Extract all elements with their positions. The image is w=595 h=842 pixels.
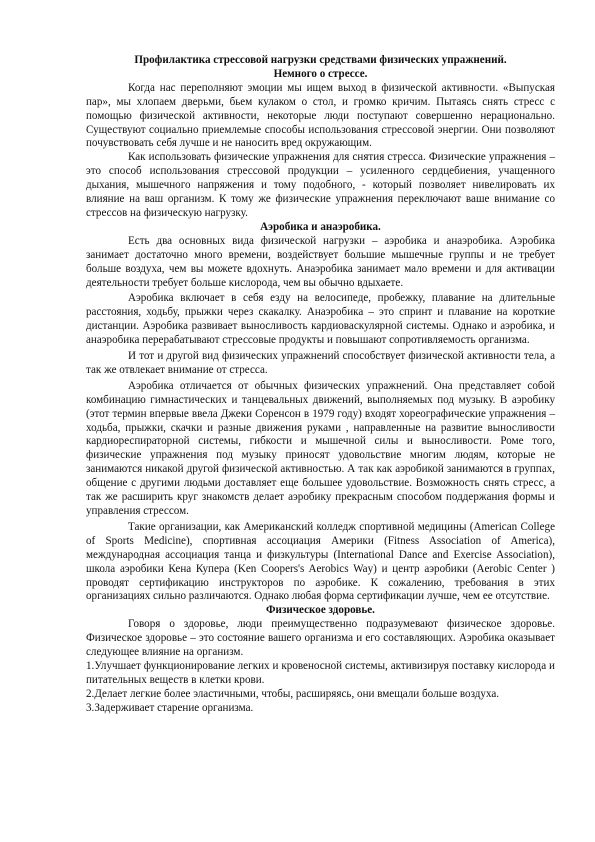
list-item: 3.Задерживает старение организма. bbox=[86, 701, 254, 714]
paragraph: Когда нас переполняют эмоции мы ищем выход в физической активности. «Выпуская пар», мы хлопаем дверьми, бьем кулаком о стол, и громко кричим. Пытаясь снять стресс с помощью физической активности, некоторые люди поступают совершенно нерационально. Существуют социально приемлемые способы использования стрессовой энергии. Они позволяют почувствовать себя лучше и не наносить вред окружающим. bbox=[86, 81, 555, 150]
paragraph: И тот и другой вид физических упражнений способствует физической активности тела, а так же отвлекает внимание от стресса. bbox=[86, 350, 555, 376]
section-heading-stress: Немного о стрессе. bbox=[273, 67, 368, 80]
paragraph: Как использовать физические упражнения для снятия стресса. Физические упражнения – это способ использования стрессовой продукции – усиленного сердцебиения, учащенного дыхания, мышечного напряжения и тому подобного, - который позволяет нивелировать их влияние на ваш организм. К тому же физические упражнения переключают ваше внимание со стрессов на физическую нагрузку. bbox=[86, 151, 555, 219]
document-title: Профилактика стрессовой нагрузки средствами физических упражнений. bbox=[134, 54, 507, 66]
section-heading-aerobics: Аэробика и анаэробика. bbox=[260, 220, 381, 233]
paragraph: Аэробика включает в себя езду на велосипеде, пробежку, плавание на длительные расстояния, ходьбу, прыжки через скакалку. Анаэробика – это спринт и плавание на короткие дистанции. Аэробика развивает выносливость кардиоваскулярной системы. Однако и аэробика, и анаэробика перерабатывают стрессовые продукты и повышают сопротивляемость организма. bbox=[86, 292, 555, 347]
paragraph: Говоря о здоровье, люди преимущественно подразумевают физическое здоровье. Физическое здоровье – это состояние вашего организма и его составляющих. Аэробика оказывает следующее влияние на организм. bbox=[86, 618, 555, 659]
paragraph: Аэробика отличается от обычных физических упражнений. Она представляет собой комбинацию гимнастических и танцевальных движений, выполняемых под музыку. В аэробику (этот термин впервые ввела Джеки Соренсон в 1979 году) входят хореографические упражнения – ходьба, прыжки, скачки и разные движения руками , направленные на развитие выносливости кардиореспираторной системы, гибкости и мышечной силы и выносливости. Роме того, физические упражнения под музыку приносят удовольствие многим людям, которые не занимаются никакой другой физической активностью. А так как аэробикой занимаются в группах, общение с другими людьми доставляет еще большее удовольствие. Возможность снять стресс, а так же расширить круг знакомств делает аэробику прекрасным способом поддержания формы и управления стрессом. bbox=[86, 379, 555, 517]
list-item: 1.Улучшает функционирование легких и кровеносной системы, активизируя поставку кислорода и питательных веществ в клетки крови. bbox=[86, 659, 555, 686]
section-heading-physical-health: Физическое здоровье. bbox=[266, 604, 375, 617]
list-item: 2.Делает легкие более эластичными, чтобы, расширяясь, они вмещали больше воздуха. bbox=[86, 687, 500, 700]
paragraph: Такие организации, как Американский колледж спортивной медицины (American College of Sports Medicine), спортивная ассоциация Америки (Fitness Association of America), международная ассоциация танца и физкультуры (International Dance and Exercise Association), школа аэробики Кена Купера (Ken Coopers's Aerobics Way) и центр аэробики (Aerobic Center ) проводят сертификацию инструкторов по аэробике. К сожалению, требования в этих организациях сильно различаются. Однако любая форма сертификации лучше, чем ее отсутствие. bbox=[86, 520, 555, 603]
paragraph: Есть два основных вида физической нагрузки – аэробика и анаэробика. Аэробика занимает достаточно много времени, воздействует большие мышечные группы и не требует больше воздуха, чем вы можете вдохнуть. Анаэробика занимает мало времени и для активации деятельности требует больше кислорода, чем вы обычно вдыхаете. bbox=[86, 234, 555, 289]
